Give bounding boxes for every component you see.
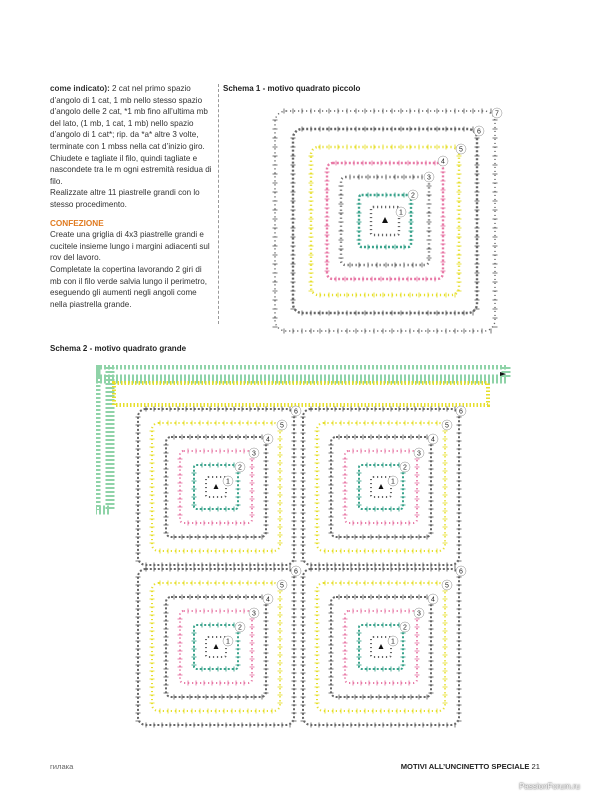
schema1-round-label: 1	[399, 209, 403, 217]
schema2-round-label: 4	[431, 596, 435, 604]
footer-magazine-title: MOTIVI ALL’UNCINETTO SPECIALE	[400, 762, 530, 771]
border-band-left	[96, 365, 110, 510]
schema1-round-label: 5	[459, 146, 463, 154]
schema2-round-label: 6	[294, 408, 298, 416]
schema2-round-label: 6	[459, 568, 463, 576]
schema2-round-label: 5	[445, 582, 449, 590]
instructions-paragraph-3: Realizzate altre 11 piastrelle grandi con lo stesso procedimento.	[50, 188, 200, 209]
watermark: PassionForum.ru	[519, 782, 580, 791]
schema1-round-label: 2	[411, 192, 415, 200]
schema2-round-label: 5	[445, 422, 449, 430]
border-band-yellow	[114, 383, 488, 405]
schema2-round-label: 6	[294, 568, 298, 576]
instructions-paragraph-5: Completate la copertina lavorando 2 giri di mb con il filo verde salvia lungo il perimetro, eseguendo gli aumenti negli angoli come nella piastrella grande.	[50, 264, 207, 309]
schema2-round-label: 3	[252, 450, 256, 458]
start-arrow-icon	[382, 217, 388, 223]
schema2-round-label: 4	[266, 596, 270, 604]
schema2-round-label: 5	[280, 582, 284, 590]
schema2-round-label: 2	[403, 464, 407, 472]
schema1-title: Schema 1 - motivo quadrato piccolo	[223, 84, 361, 93]
schema2-round-label: 1	[391, 478, 395, 486]
page-number: 21	[531, 762, 540, 771]
start-arrow-icon	[379, 644, 384, 649]
schema2-round-label: 6	[459, 408, 463, 416]
instructions-column	[50, 83, 214, 310]
schema2-round-label: 2	[403, 624, 407, 632]
border-band-top	[96, 365, 506, 379]
footer-left: гилака	[50, 762, 74, 771]
schema2-round-label: 1	[391, 638, 395, 646]
schema2-round-label: 1	[226, 638, 230, 646]
schema2-round-label: 2	[238, 624, 242, 632]
footer-right	[401, 762, 540, 771]
schema2-round-label: 3	[417, 610, 421, 618]
schema1-round-label: 3	[427, 174, 431, 182]
instructions-paragraph-1: 2 cat nel primo spazio d’angolo di 1 cat, 1 mb nello stesso spazio d’angolo delle 2 cat, *1 mb fino all’ultima mb del lato, (1 mb, 1 cat, 1 mb) nello spazio d’angolo di 1 cat*; rip. da *a* altre 3 volte, terminate con 1 mbss nella cat d’inizio giro.	[50, 84, 208, 151]
schema2-diagram	[96, 365, 514, 745]
schema2-round-label: 5	[280, 422, 284, 430]
schema2-round-label: 3	[252, 610, 256, 618]
schema2-round-label: 4	[266, 436, 270, 444]
start-arrow-icon	[214, 484, 219, 489]
column-divider	[218, 84, 219, 324]
schema1-round-label: 6	[477, 128, 481, 136]
instructions-paragraph-4: Create una griglia di 4x3 piastrelle grandi e cucitele insieme lungo i margini adiacenti sul rov del lavoro.	[50, 230, 210, 263]
schema2-round-label: 2	[238, 464, 242, 472]
instructions-lead: come indicato):	[50, 84, 110, 93]
schema1-round-label: 7	[495, 110, 499, 118]
schema2-title: Schema 2 - motivo quadrato grande	[50, 344, 187, 353]
instructions-paragraph-2: Chiudete e tagliate il filo, quindi tagliate e nascondete tra le m ogni estremità residua di filo.	[50, 153, 212, 186]
start-arrow-icon	[214, 644, 219, 649]
start-arrow-icon	[379, 484, 384, 489]
schema1-diagram	[265, 100, 505, 342]
schema2-round-label: 4	[431, 436, 435, 444]
section-heading-confezione: CONFEZIONE	[50, 218, 104, 228]
schema1-round-label: 4	[441, 158, 445, 166]
schema2-round-label: 3	[417, 450, 421, 458]
schema2-round-label: 1	[226, 478, 230, 486]
